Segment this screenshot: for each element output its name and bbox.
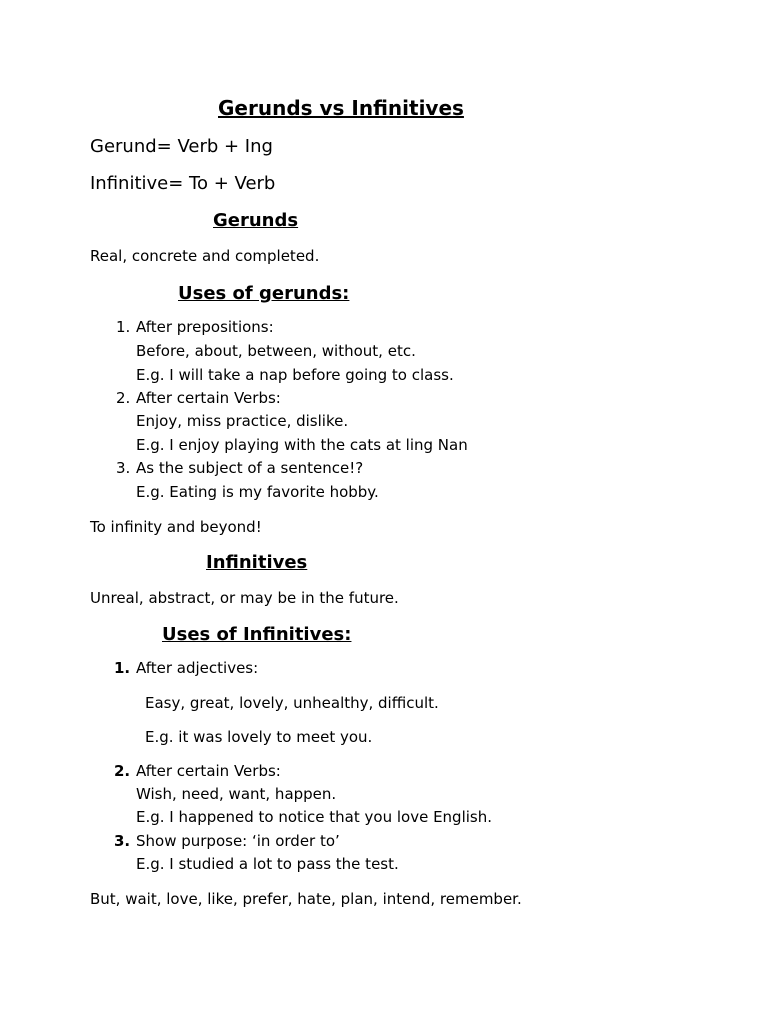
gerund-item-2-line-2: E.g. I enjoy playing with the cats at ling Nan bbox=[136, 436, 468, 454]
infinitive-item-2-line-1: Wish, need, want, happen. bbox=[136, 785, 337, 803]
gerund-item-2-line-1: Enjoy, miss practice, dislike. bbox=[136, 412, 349, 430]
infinitive-item-3-title: Show purpose: ‘in order to’ bbox=[136, 832, 340, 850]
gerund-item-3-line-1: E.g. Eating is my favorite hobby. bbox=[136, 483, 379, 501]
gerund-item-1-title: After prepositions: bbox=[136, 318, 274, 336]
gerund-item-1-number: 1. bbox=[116, 318, 131, 336]
infinitive-definition: Infinitive= To + Verb bbox=[90, 173, 276, 194]
infinitive-item-3-number: 3. bbox=[114, 832, 131, 850]
gerund-item-2-number: 2. bbox=[116, 389, 131, 407]
infinitives-closing: But, wait, love, like, prefer, hate, plan, intend, remember. bbox=[90, 890, 522, 908]
infinitive-item-1-line-2: E.g. it was lovely to meet you. bbox=[145, 728, 373, 746]
gerunds-uses-heading: Uses of gerunds: bbox=[178, 283, 350, 304]
infinitive-item-1-number: 1. bbox=[114, 659, 131, 677]
infinitive-item-3-line-1: E.g. I studied a lot to pass the test. bbox=[136, 855, 399, 873]
gerund-item-3-number: 3. bbox=[116, 459, 131, 477]
infinitive-item-2-title: After certain Verbs: bbox=[136, 762, 281, 780]
infinitive-item-1-title: After adjectives: bbox=[136, 659, 259, 677]
page-title: Gerunds vs Infinitives bbox=[218, 96, 464, 120]
gerunds-description: Real, concrete and completed. bbox=[90, 247, 320, 265]
gerunds-heading: Gerunds bbox=[213, 210, 299, 231]
gerund-item-2-title: After certain Verbs: bbox=[136, 389, 281, 407]
infinitive-item-1-line-1: Easy, great, lovely, unhealthy, difficult. bbox=[145, 694, 439, 712]
gerunds-closing: To infinity and beyond! bbox=[90, 518, 262, 536]
gerund-definition: Gerund= Verb + Ing bbox=[90, 136, 273, 157]
gerund-item-3-title: As the subject of a sentence!? bbox=[136, 459, 364, 477]
gerund-item-1-line-1: Before, about, between, without, etc. bbox=[136, 342, 416, 360]
infinitives-description: Unreal, abstract, or may be in the future. bbox=[90, 589, 399, 607]
infinitive-item-2-line-2: E.g. I happened to notice that you love English. bbox=[136, 808, 493, 826]
infinitive-item-2-number: 2. bbox=[114, 762, 131, 780]
gerund-item-1-line-2: E.g. I will take a nap before going to class. bbox=[136, 366, 454, 384]
infinitives-heading: Infinitives bbox=[206, 552, 308, 573]
infinitives-uses-heading: Uses of Infinitives: bbox=[162, 624, 352, 645]
